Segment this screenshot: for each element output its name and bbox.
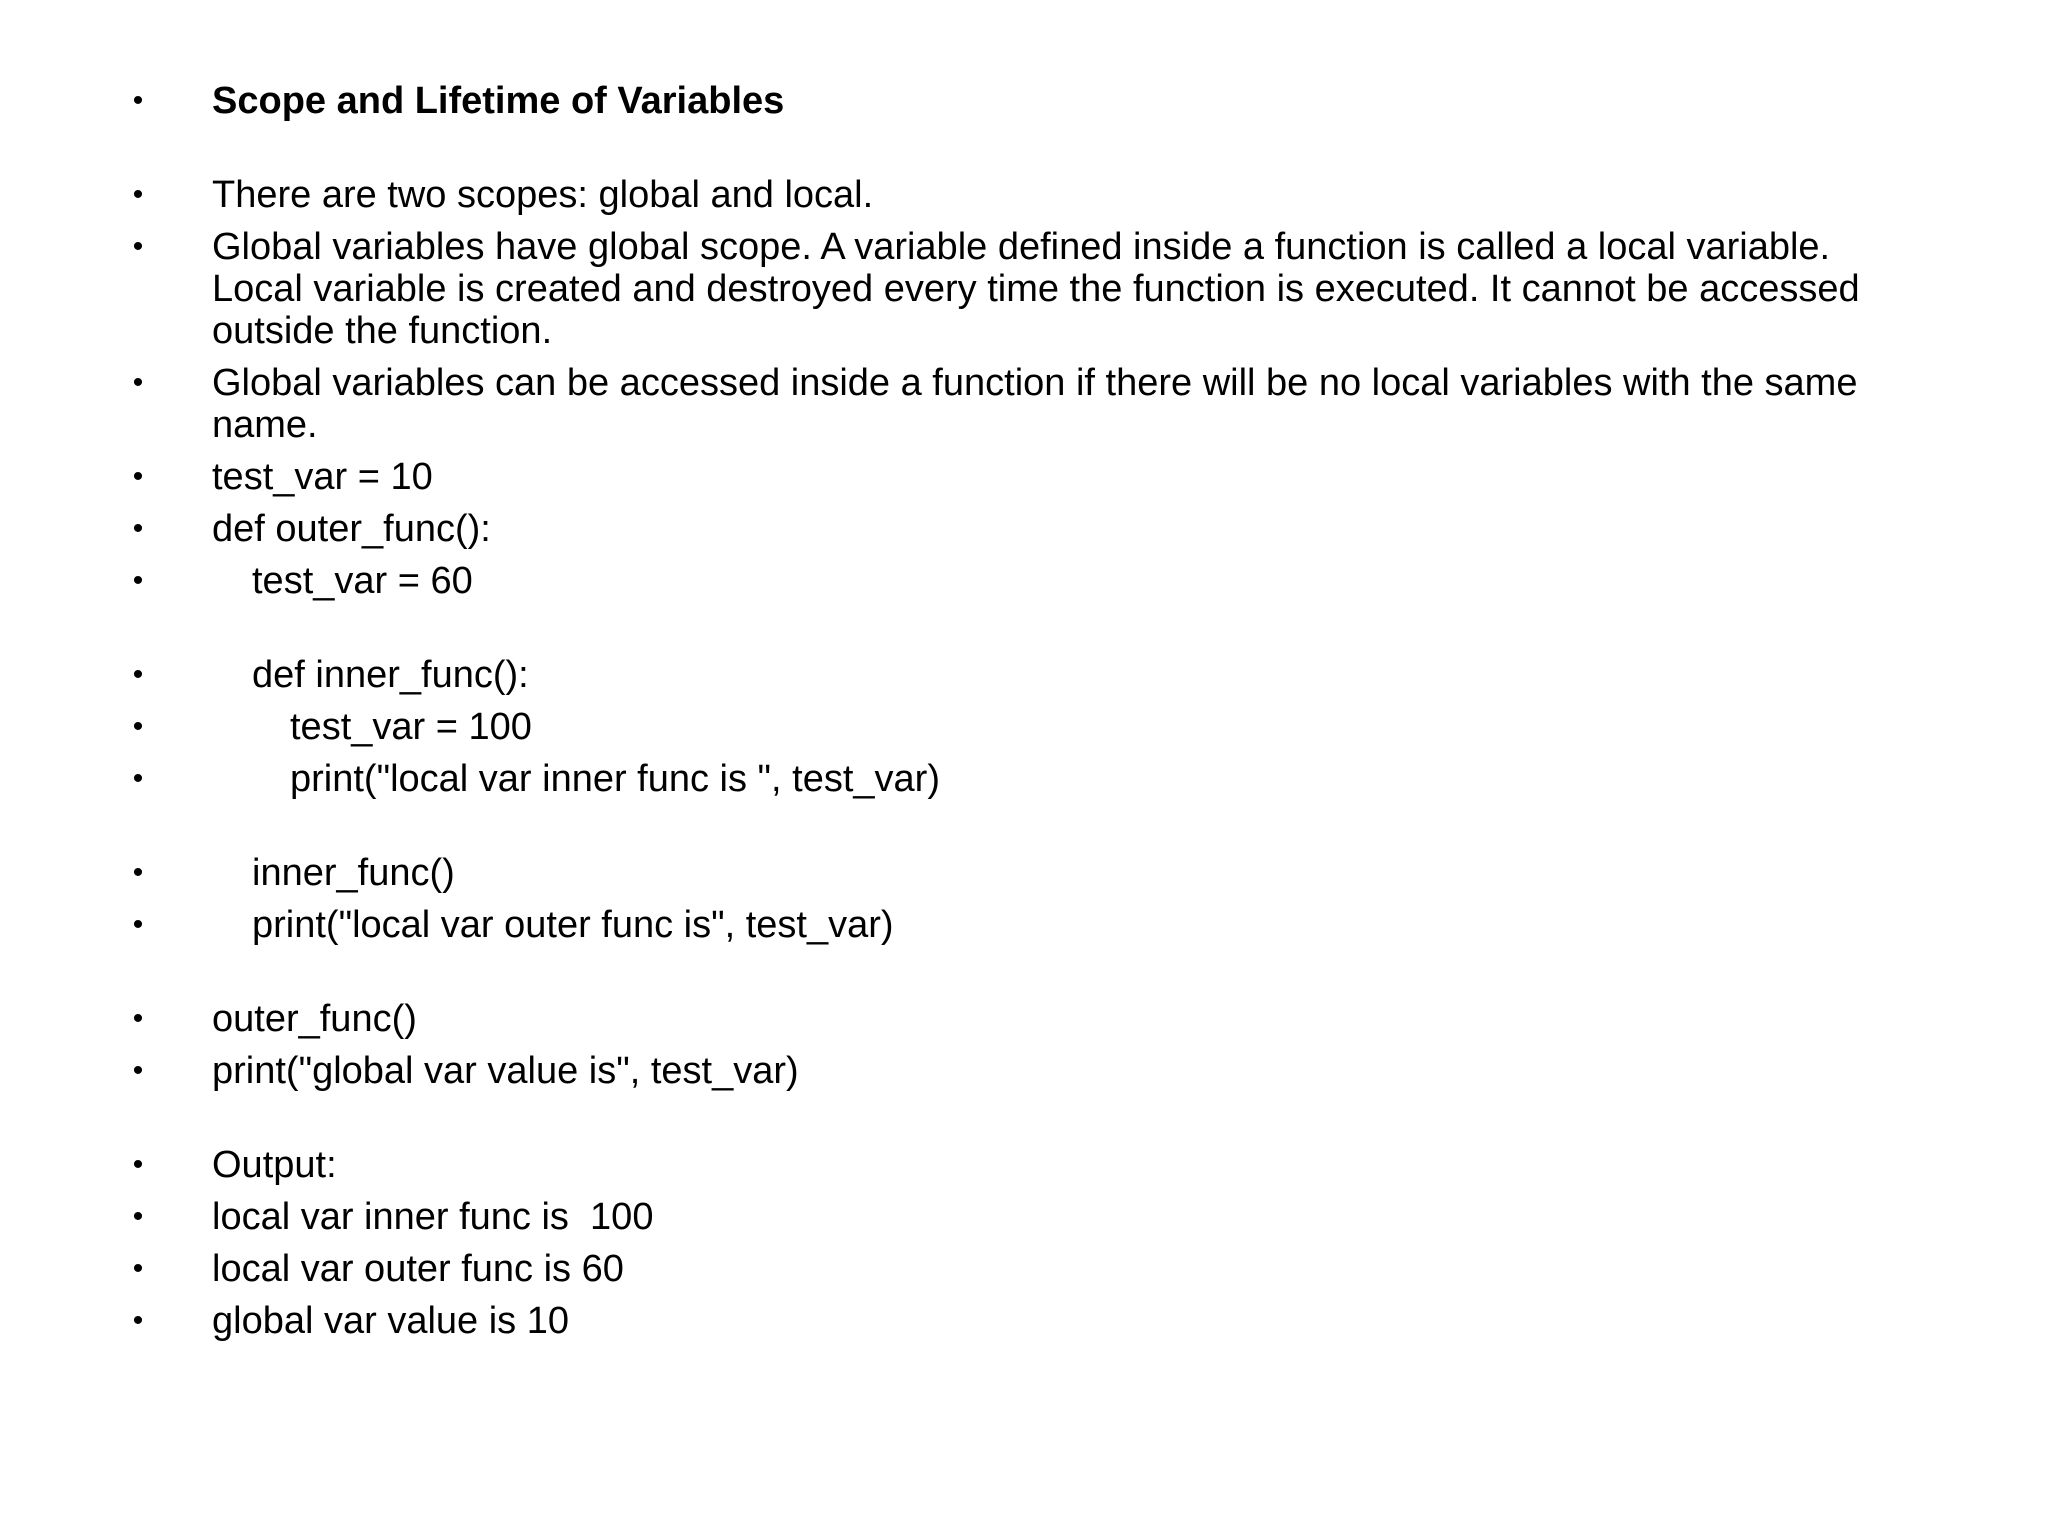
code-line-text: print("local var outer func is", test_var) [252, 904, 894, 946]
code-line-text: inner_func() [252, 852, 455, 894]
output-line [128, 1196, 1928, 1238]
list-item [128, 226, 1928, 352]
code-line [128, 852, 1928, 894]
bullet-dot-icon: • [132, 762, 144, 795]
list-item-text: There are two scopes: global and local. [212, 174, 874, 216]
code-line-text: def inner_func(): [252, 654, 529, 696]
code-line [128, 904, 1928, 946]
code-line [128, 560, 1928, 602]
slide-heading-text: Scope and Lifetime of Variables [212, 80, 785, 122]
bullet-list [128, 80, 1928, 1352]
code-line [128, 654, 1928, 696]
bullet-dot-icon: • [132, 512, 144, 545]
bullet-dot-icon: • [132, 1252, 144, 1285]
bullet-dot-icon: • [132, 230, 144, 263]
output-line-text: local var outer func is 60 [212, 1248, 624, 1290]
bullet-dot-icon: • [132, 856, 144, 889]
bullet-dot-icon: • [132, 460, 144, 493]
bullet-dot-icon: • [132, 366, 144, 399]
bullet-dot-icon: • [132, 1002, 144, 1035]
code-line-text: print("local var inner func is ", test_var) [290, 758, 940, 800]
bullet-dot-icon: • [132, 1200, 144, 1233]
bullet-dot-icon: • [132, 564, 144, 597]
list-item-text: Global variables can be accessed inside a function if there will be no local variables with the same name. [212, 362, 1869, 446]
bullet-dot-icon: • [132, 84, 144, 117]
code-line [128, 706, 1928, 748]
bullet-dot-icon: • [132, 908, 144, 941]
list-item [128, 362, 1928, 446]
list-item [128, 174, 1928, 216]
bullet-dot-icon: • [132, 1304, 144, 1337]
bullet-dot-icon: • [132, 178, 144, 211]
code-line [128, 456, 1928, 498]
output-line [128, 1300, 1928, 1342]
output-line-text: local var inner func is 100 [212, 1196, 654, 1238]
code-line-text: print("global var value is", test_var) [212, 1050, 799, 1092]
code-line [128, 998, 1928, 1040]
output-line-text: global var value is 10 [212, 1300, 569, 1342]
output-label-text: Output: [212, 1144, 337, 1186]
code-line-text: test_var = 10 [212, 456, 433, 498]
code-line-text: test_var = 100 [290, 706, 532, 748]
bullet-dot-icon: • [132, 658, 144, 691]
output-line [128, 1248, 1928, 1290]
bullet-dot-icon: • [132, 1054, 144, 1087]
bullet-dot-icon: • [132, 1148, 144, 1181]
code-line-text: def outer_func(): [212, 508, 491, 550]
list-item-text: Global variables have global scope. A variable defined inside a function is called a local variable. Local variable is created and destroyed every time the function is executed. It cannot be accessed outside the function. [212, 226, 1871, 352]
slide-heading [128, 80, 1928, 122]
code-line-text: outer_func() [212, 998, 417, 1040]
output-label [128, 1144, 1928, 1186]
code-line [128, 1050, 1928, 1092]
code-line [128, 758, 1928, 800]
code-line-text: test_var = 60 [252, 560, 473, 602]
bullet-dot-icon: • [132, 710, 144, 743]
code-line [128, 508, 1928, 550]
